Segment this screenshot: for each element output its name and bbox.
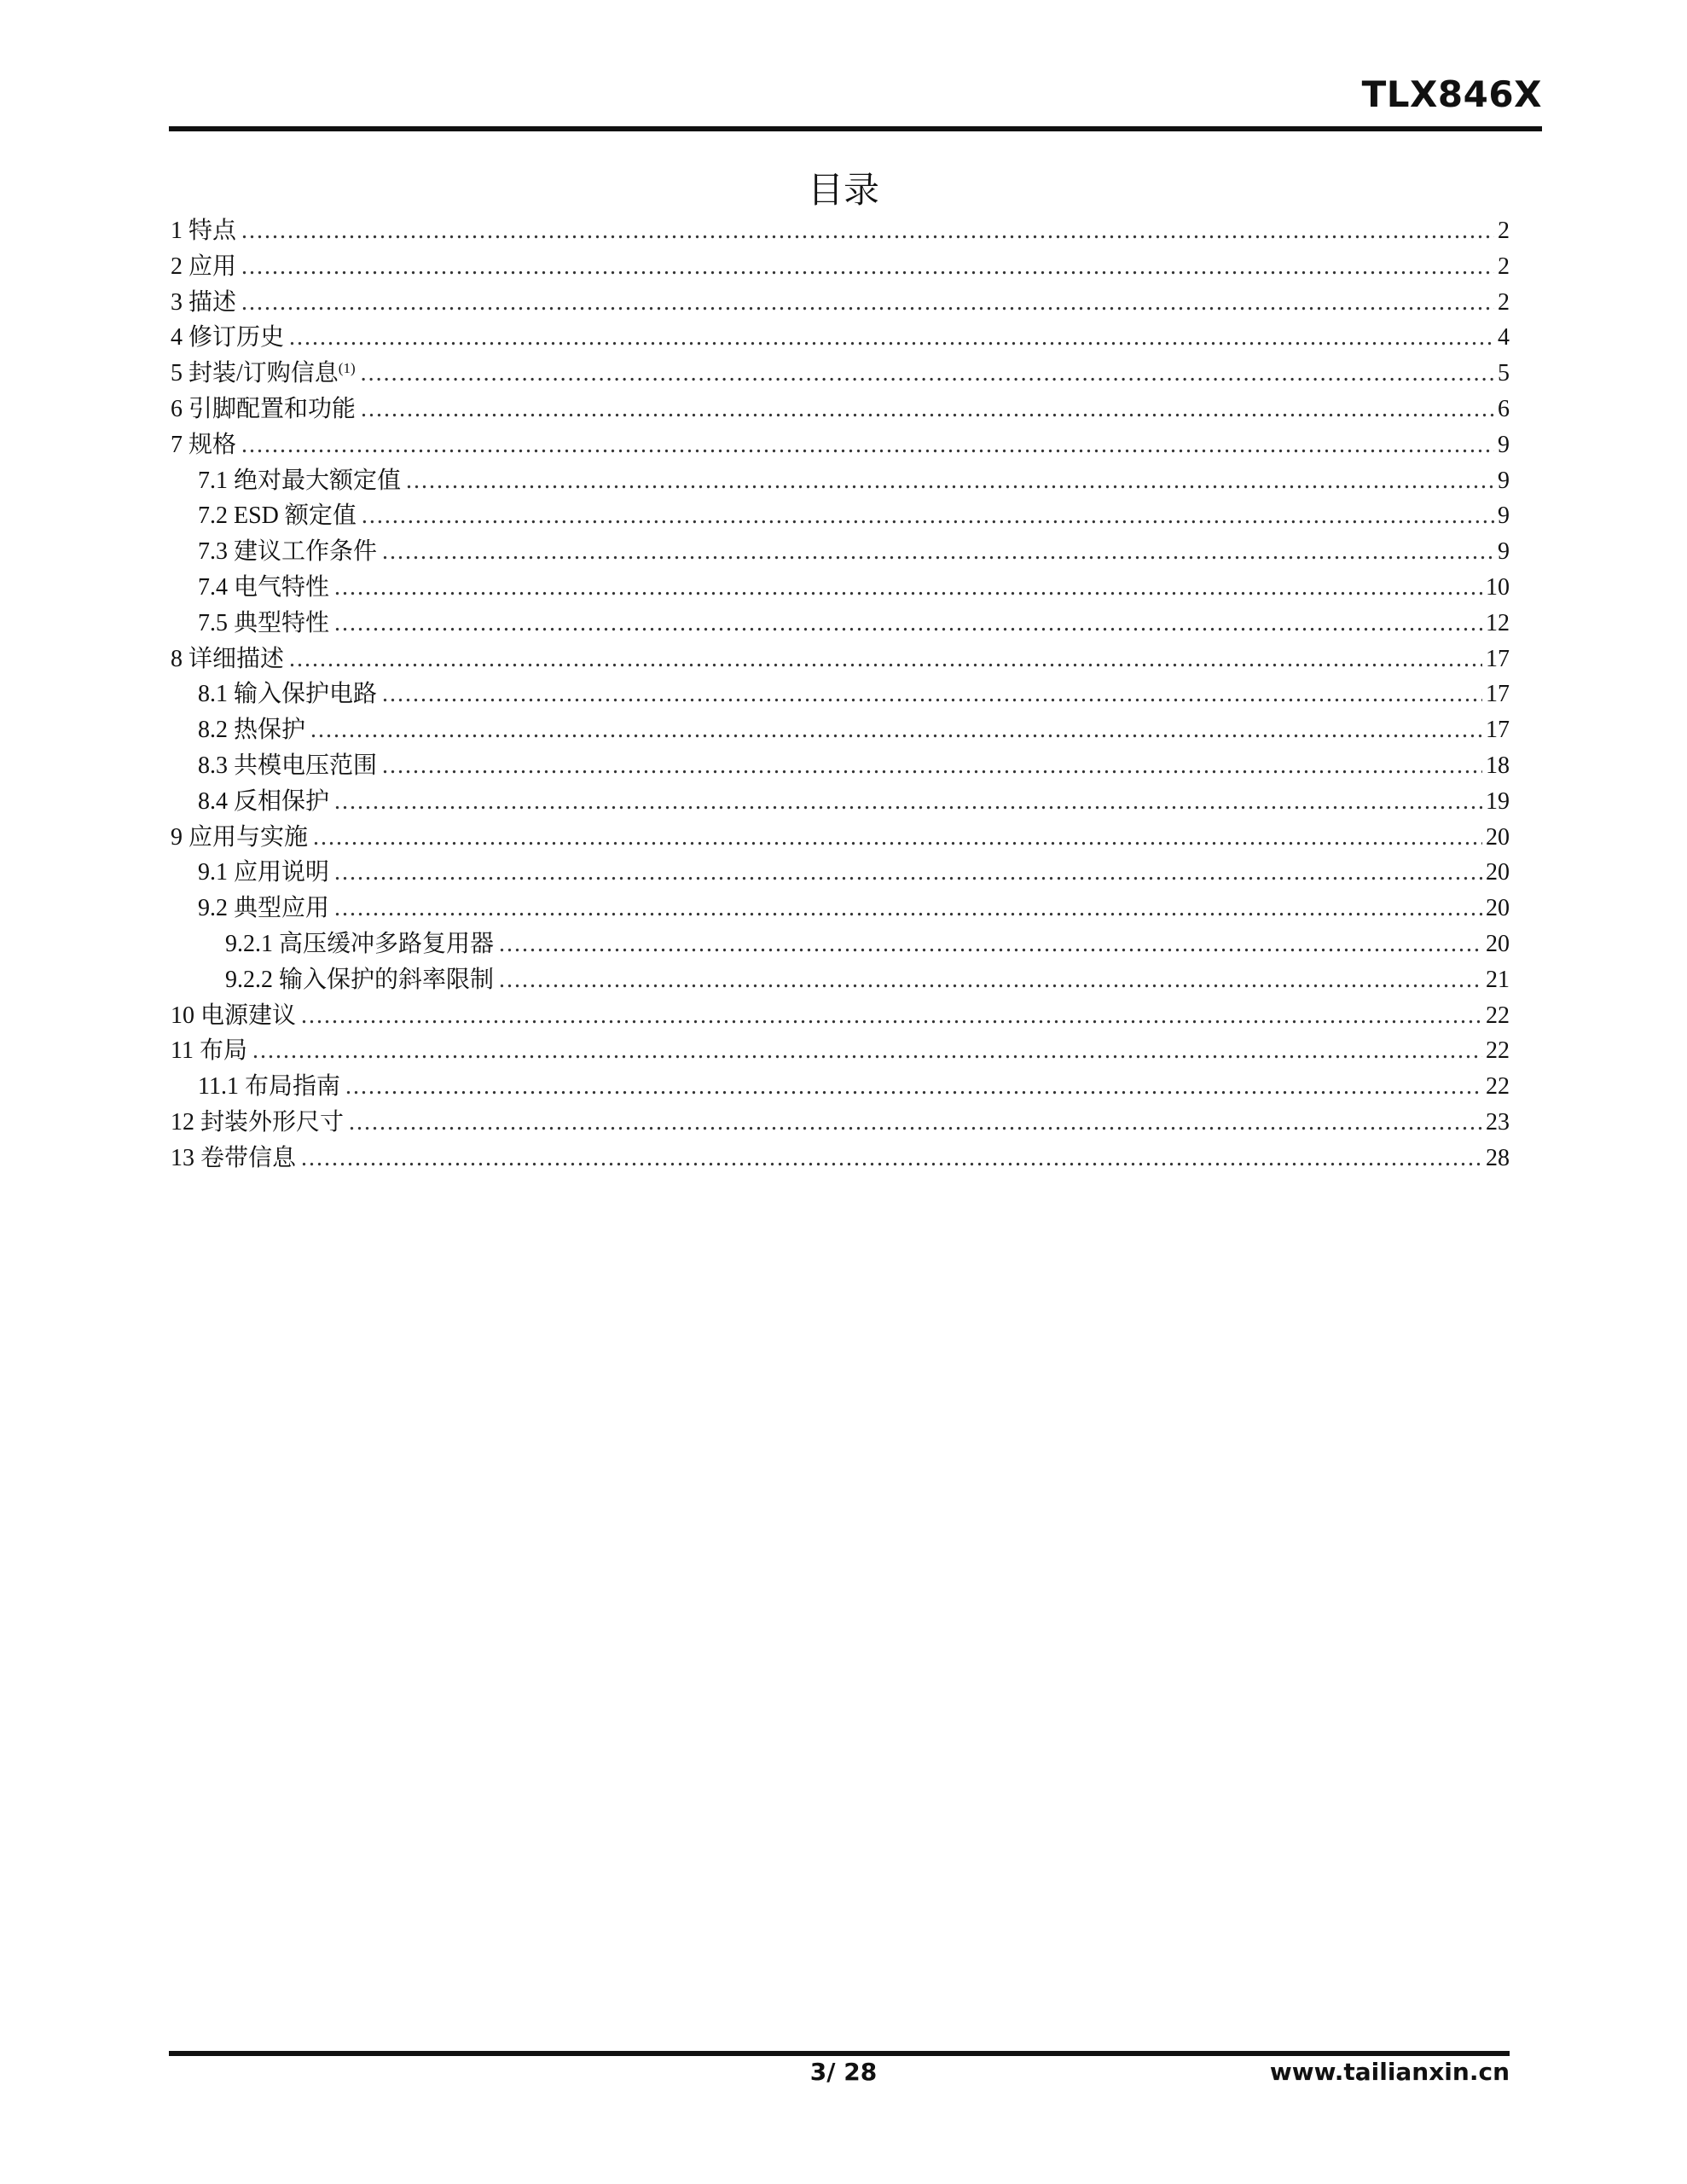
toc-entry-page-number: 9 [1498, 467, 1510, 494]
toc-dot-leader [241, 285, 1494, 321]
toc-entry[interactable] [171, 784, 1510, 820]
toc-dot-leader [241, 213, 1494, 249]
toc-dot-leader [289, 642, 1482, 677]
toc-entry-page-number: 17 [1486, 681, 1510, 708]
toc-entry-page-number: 20 [1486, 859, 1510, 886]
toc-entry-page-number: 22 [1486, 1002, 1510, 1029]
toc-entry-label-text: 11.1 布局指南 [198, 1073, 340, 1101]
footer-website-link[interactable]: www.tailianxin.cn [1269, 2058, 1510, 2086]
toc-dot-leader [301, 1141, 1482, 1176]
toc-entry-label-text: 8.2 热保护 [198, 717, 306, 744]
toc-entry[interactable] [171, 356, 1510, 392]
toc-entry-label-text: 12 封装外形尺寸 [171, 1108, 345, 1136]
toc-entry-label-text: 7.4 电气特性 [198, 573, 330, 601]
toc-entry-label [171, 642, 284, 677]
toc-entry-label [171, 392, 356, 427]
toc-dot-leader [361, 356, 1494, 392]
toc-entry-page-number: 20 [1486, 895, 1510, 922]
toc-entry-label [171, 285, 236, 321]
toc-entry[interactable] [171, 534, 1510, 570]
toc-entry-page-number: 4 [1498, 324, 1510, 351]
toc-entry-label-text: 8 详细描述 [171, 645, 285, 672]
toc-entry-page-number: 5 [1498, 360, 1510, 387]
toc-entry[interactable] [171, 213, 1510, 249]
toc-entry[interactable] [171, 392, 1510, 427]
toc-entry[interactable] [171, 926, 1510, 962]
toc-entry[interactable] [171, 498, 1510, 534]
toc-dot-leader [499, 962, 1482, 998]
toc-entry-label [198, 570, 329, 606]
toc-dot-leader [406, 463, 1494, 499]
toc-entry-page-number: 21 [1486, 966, 1510, 993]
toc-entry[interactable] [171, 320, 1510, 356]
toc-dot-leader [334, 606, 1482, 642]
toc-entry[interactable] [171, 249, 1510, 285]
toc-entry[interactable] [171, 463, 1510, 499]
toc-entry[interactable] [171, 1105, 1510, 1141]
toc-entry-page-number: 2 [1498, 253, 1510, 280]
toc-entry-label-text: 7 规格 [171, 431, 237, 458]
toc-entry-page-number: 9 [1498, 431, 1510, 458]
toc-entry-page-number: 2 [1498, 288, 1510, 316]
table-of-contents [171, 213, 1510, 1176]
toc-dot-leader [289, 320, 1494, 356]
toc-entry-page-number: 12 [1486, 609, 1510, 636]
toc-entry-label-text: 7.3 建议工作条件 [198, 538, 378, 566]
toc-entry-page-number: 19 [1486, 787, 1510, 815]
toc-dot-leader [362, 498, 1494, 534]
toc-entry-label-text: 7.5 典型特性 [198, 609, 330, 636]
toc-entry-page-number: 17 [1486, 645, 1510, 672]
toc-entry-label-text: 9 应用与实施 [171, 823, 309, 851]
toc-dot-leader [334, 784, 1482, 820]
toc-dot-leader [310, 712, 1482, 748]
toc-entry-label-text: 4 修订历史 [171, 324, 285, 351]
toc-entry-label [198, 712, 305, 748]
toc-entry-label [171, 998, 296, 1034]
toc-entry-label [198, 606, 329, 642]
header-rule [169, 126, 1542, 131]
toc-entry-label-text: 7.1 绝对最大额定值 [198, 467, 402, 494]
toc-entry-label-text: 7.2 ESD 额定值 [198, 502, 357, 530]
toc-entry[interactable] [171, 1069, 1510, 1105]
toc-entry-label [171, 427, 236, 463]
toc-entry[interactable] [171, 427, 1510, 463]
toc-entry[interactable] [171, 285, 1510, 321]
toc-dot-leader [382, 677, 1482, 712]
toc-entry-label [198, 784, 329, 820]
toc-entry[interactable] [171, 570, 1510, 606]
toc-dot-leader [334, 891, 1482, 926]
toc-dot-leader [241, 427, 1494, 463]
toc-entry-label [198, 748, 377, 784]
toc-entry-label-text: 1 特点 [171, 218, 237, 244]
toc-entry[interactable] [171, 1141, 1510, 1176]
toc-entry[interactable] [171, 606, 1510, 642]
footer-page-number: 3/ 28 [809, 2058, 878, 2086]
toc-entry-label-text: 8.4 反相保护 [198, 787, 330, 815]
toc-dot-leader [345, 1069, 1482, 1105]
toc-entry-label [198, 677, 377, 712]
toc-entry-label-text: 9.2 典型应用 [198, 895, 330, 922]
toc-entry-footnote-marker: (1) [338, 360, 356, 377]
toc-entry-label [225, 926, 494, 962]
toc-entry-label [171, 249, 236, 285]
toc-entry-label-text: 11 布局 [171, 1037, 247, 1065]
toc-entry-page-number: 17 [1486, 717, 1510, 744]
toc-entry-label-text: 2 应用 [171, 253, 237, 280]
toc-dot-leader [349, 1105, 1482, 1141]
toc-entry-label [171, 820, 308, 856]
toc-entry-page-number: 23 [1486, 1108, 1510, 1136]
toc-dot-leader [301, 998, 1482, 1034]
toc-entry-label [198, 1069, 340, 1105]
toc-entry-page-number: 2 [1498, 218, 1510, 244]
toc-dot-leader [499, 926, 1482, 962]
toc-entry-label-text: 9.2.2 输入保护的斜率限制 [225, 966, 495, 993]
toc-entry-label [225, 962, 494, 998]
toc-entry-label-text: 5 封装/订购信息 [171, 360, 339, 387]
toc-entry[interactable] [171, 820, 1510, 856]
toc-entry-label [198, 891, 329, 926]
toc-entry-label-text: 8.1 输入保护电路 [198, 681, 378, 708]
toc-entry-page-number: 28 [1486, 1144, 1510, 1171]
toc-dot-leader [382, 534, 1494, 570]
toc-entry[interactable] [171, 712, 1510, 748]
toc-entry-label-text: 6 引脚配置和功能 [171, 395, 357, 422]
toc-entry-label [171, 1141, 296, 1176]
toc-entry-label-text: 8.3 共模电压范围 [198, 752, 378, 779]
toc-entry[interactable] [171, 642, 1510, 677]
toc-entry[interactable] [171, 677, 1510, 712]
toc-entry-page-number: 20 [1486, 930, 1510, 957]
toc-entry[interactable] [171, 891, 1510, 926]
toc-entry-page-number: 9 [1498, 502, 1510, 530]
toc-entry-label [171, 213, 236, 249]
toc-entry-page-number: 22 [1486, 1037, 1510, 1065]
toc-entry[interactable] [171, 855, 1510, 891]
toc-heading: 目录 [807, 169, 879, 211]
toc-entry-label-text: 9.2.1 高压缓冲多路复用器 [225, 930, 495, 957]
toc-entry-label [198, 463, 401, 499]
toc-dot-leader [382, 748, 1482, 784]
toc-entry-label [198, 534, 377, 570]
toc-entry-label [171, 1033, 247, 1069]
toc-entry-label [198, 498, 357, 534]
toc-entry-page-number: 10 [1486, 573, 1510, 601]
toc-dot-leader [361, 392, 1494, 427]
toc-entry-label [171, 1105, 344, 1141]
toc-entry[interactable] [171, 962, 1510, 998]
toc-dot-leader [313, 820, 1482, 856]
toc-entry-label-text: 10 电源建议 [171, 1002, 297, 1029]
toc-entry-page-number: 6 [1498, 395, 1510, 422]
toc-dot-leader [252, 1033, 1482, 1069]
toc-entry-label [198, 855, 329, 891]
toc-dot-leader [334, 855, 1482, 891]
toc-entry-page-number: 18 [1486, 752, 1510, 779]
toc-entry-page-number: 9 [1498, 538, 1510, 566]
toc-entry-label-text: 9.1 应用说明 [198, 859, 330, 886]
toc-dot-leader [334, 570, 1482, 606]
document-part-number: TLX846X [1361, 73, 1542, 115]
toc-entry-label-text: 3 描述 [171, 288, 237, 316]
toc-entry-page-number: 22 [1486, 1073, 1510, 1101]
footer-rule [169, 2051, 1510, 2056]
toc-entry[interactable] [171, 748, 1510, 784]
toc-entry-label [171, 320, 284, 356]
toc-entry[interactable] [171, 1033, 1510, 1069]
toc-entry-label [171, 356, 356, 392]
toc-entry[interactable] [171, 998, 1510, 1034]
toc-dot-leader [241, 249, 1494, 285]
toc-entry-label-text: 13 卷带信息 [171, 1144, 297, 1171]
toc-entry-page-number: 20 [1486, 823, 1510, 851]
